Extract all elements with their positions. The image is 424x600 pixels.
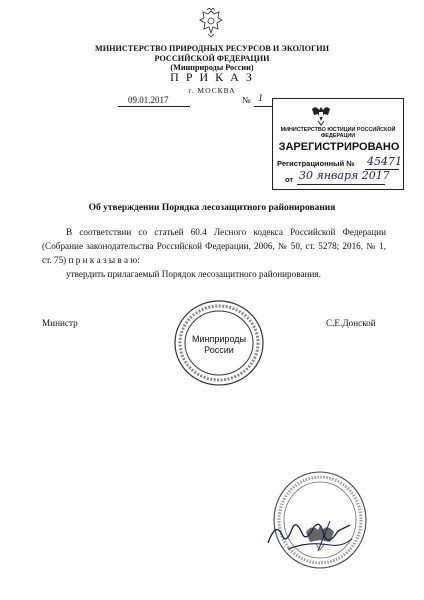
handwritten-signature-icon — [258, 515, 358, 555]
city: г. МОСКВА — [188, 86, 236, 95]
ministry-short: (Минприроды России) — [170, 63, 254, 72]
ministry-line1: МИНИСТЕРСТВО ПРИРОДНЫХ РЕСУРСОВ И ЭКОЛОГИИ — [95, 44, 329, 53]
preamble-paragraph: В соответствии со статьей 60.4 Лесного кодекса Российской Федерации (Собрание законодательства Российской Федерации, 2006, № 50, ст. 5278; 2016, № 1, ст. 75) п р и к а з ы в а ю: — [42, 227, 386, 266]
stamp-reg-number: 45471 — [367, 155, 402, 168]
registration-stamp — [272, 98, 404, 190]
stamp-reg-label: Регистрационный № — [277, 159, 355, 168]
order-paragraph: утвердить прилагаемый Порядок лесозащитного районирования. — [66, 269, 321, 279]
date-underline — [118, 106, 190, 107]
double-eagle-icon — [308, 103, 334, 127]
document-title: Об утверждении Порядка лесозащитного районирования — [88, 203, 336, 213]
stamp-reg-date: 30 января 2017 — [299, 169, 390, 182]
coat-of-arms-icon — [198, 8, 224, 38]
number-sign: № — [242, 95, 251, 105]
seal-line2: России — [204, 345, 234, 355]
ministry-line2: РОССИЙСКОЙ ФЕДЕРАЦИИ — [154, 53, 270, 63]
stamp-from-label: от — [285, 175, 294, 184]
signer-name: С.Е.Донской — [326, 318, 376, 328]
seal-line1: Минприроды — [192, 334, 246, 344]
signer-position: Министр — [42, 318, 78, 328]
doc-type: П Р И К А З — [170, 70, 254, 84]
stamp-org: МИНИСТЕРСТВО ЮСТИЦИИ РОССИЙСКОЙ ФЕДЕРАЦИИ — [280, 127, 396, 139]
order-number: 1 — [258, 93, 263, 104]
stamp-status: ЗАРЕГИСТРИРОВАНО — [278, 141, 400, 153]
stamp-date-underline — [297, 184, 385, 185]
ministry-header — [60, 44, 364, 73]
seal-label — [173, 334, 265, 356]
order-date: 09.01.2017 — [128, 95, 169, 105]
